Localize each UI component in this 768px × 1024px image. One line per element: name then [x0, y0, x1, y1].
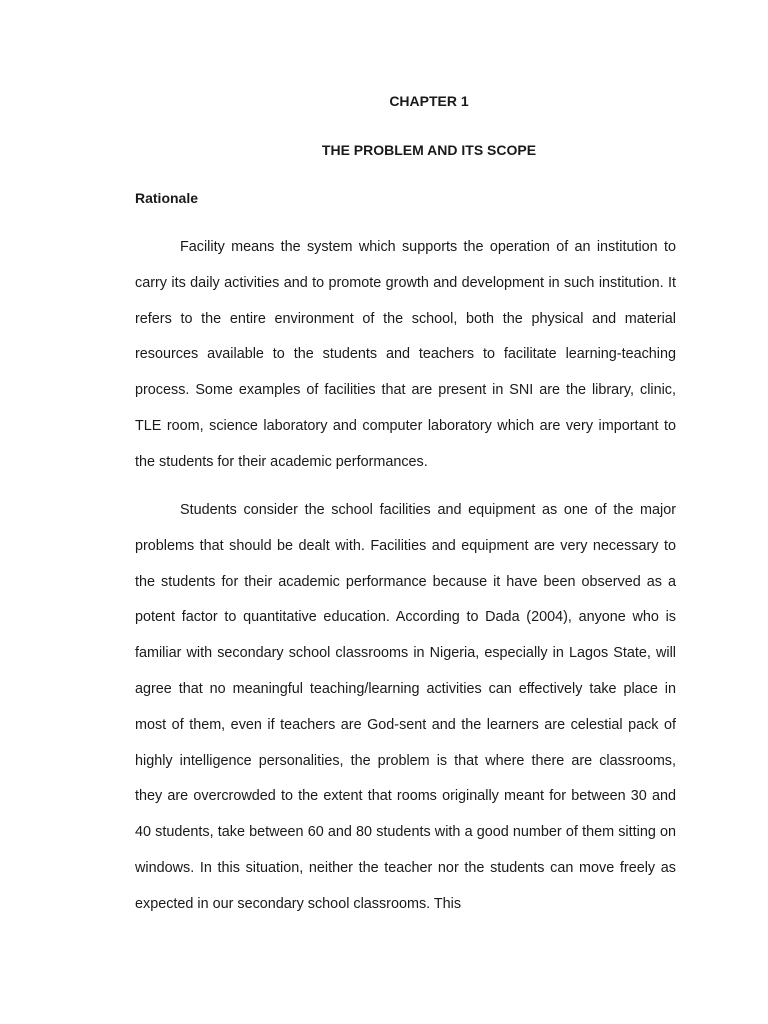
body-paragraph: Facility means the system which supports the operation of an institution to carry its daily activities and to promote growth and development in such institution. It refers to the entire environment of the school, both the physical and material resources available to the students and teachers to facilitate learning-teaching process. Some examples of facilities that are present in SNI are the library, clinic, TLE room, science laboratory and computer laboratory which are very important to the students for their academic performances.: [135, 239, 676, 470]
body-paragraph: Students consider the school facilities and equipment as one of the major problems that should be dealt with. Facilities and equipment are very necessary to the students for their academic performance because it have been observed as a potent factor to quantitative education. According to Dada (2004), anyone who is familiar with secondary school classrooms in Nigeria, especially in Lagos State, will agree that no meaningful teaching/learning activities can effectively take place in most of them, even if teachers are God-sent and the learners are celestial pack of highly intelligence personalities, the problem is that where there are classrooms, they are overcrowded to the extent that rooms originally meant for between 30 and 40 students, take between 60 and 80 students with a good number of them sitting on windows. In this situation, neither the teacher nor the students can move freely as expected in our secondary school classrooms. This: [135, 502, 676, 912]
chapter-title: THE PROBLEM AND ITS SCOPE: [321, 142, 537, 158]
chapter-number: CHAPTER 1: [389, 93, 469, 109]
section-heading: Rationale: [135, 190, 199, 206]
